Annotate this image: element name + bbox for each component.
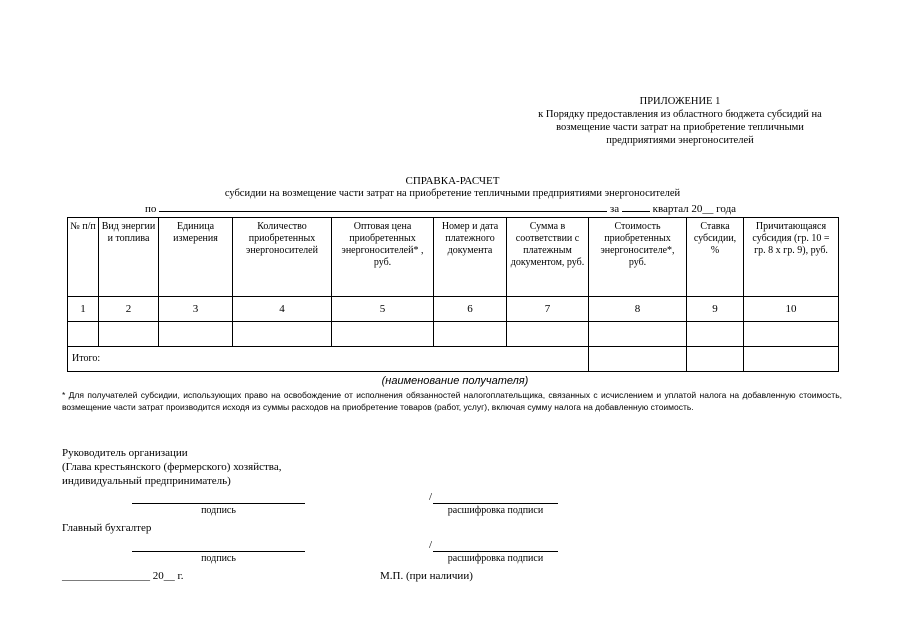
header-cell: Оптовая цена приобретенных энергоносителей* , руб. (332, 218, 434, 297)
header-cell: Стоимость приобретенных энергоносителе*, руб. (589, 218, 687, 297)
appendix-line-3: предприятиями энергоносителей (606, 135, 754, 146)
table-row (68, 322, 839, 347)
accountant-signature-line[interactable] (132, 551, 305, 552)
table-header-row (68, 218, 839, 297)
head-decode-line[interactable] (433, 503, 558, 504)
header-cell: Номер и дата платежного документа (434, 218, 507, 297)
column-number: 5 (332, 297, 434, 322)
header-cell: Вид энергии и топлива (99, 218, 159, 297)
column-number: 8 (589, 297, 687, 322)
head-title-line-1: Руководитель организации (62, 447, 188, 459)
column-number: 7 (507, 297, 589, 322)
head-decode-caption: расшифровка подписи (447, 505, 544, 516)
stamp-label: М.П. (при наличии) (380, 570, 473, 582)
table-cell[interactable] (434, 322, 507, 347)
period-suffix: квартал 20__ года (652, 203, 737, 215)
accountant-signature-caption: подпись (201, 553, 236, 564)
appendix-title: ПРИЛОЖЕНИЕ 1 (639, 96, 721, 107)
total-subsidy-cell[interactable] (744, 347, 839, 372)
table-cell[interactable] (589, 322, 687, 347)
column-number-row (68, 297, 839, 322)
quarter-blank (622, 201, 650, 212)
header-cell: № п/п (68, 218, 99, 297)
column-number: 3 (159, 297, 233, 322)
total-label: Итого: (68, 347, 589, 372)
date-line: ________________ 20__ г. (62, 570, 184, 582)
header-cell: Ставка субсидии, % (687, 218, 744, 297)
document-title: СПРАВКА-РАСЧЕТ (405, 175, 500, 187)
head-signatory-block (62, 446, 281, 488)
column-number: 2 (99, 297, 159, 322)
head-title-line-2: (Глава крестьянского (фермерского) хозяйства, (62, 461, 282, 473)
calculation-table (67, 217, 839, 372)
column-number: 6 (434, 297, 507, 322)
table-cell[interactable] (159, 322, 233, 347)
head-signature-line[interactable] (132, 503, 305, 504)
appendix-line-2: возмещение части затрат на приобретение тепличными (556, 122, 804, 133)
table-cell[interactable] (99, 322, 159, 347)
appendix-line-1: к Порядку предоставления из областного бюджета субсидий на (538, 109, 822, 120)
header-cell: Причитающаяся субсидия (гр. 10 = гр. 8 х гр. 9), руб. (744, 218, 839, 297)
period-prefix: по (145, 203, 157, 215)
table-cell[interactable] (332, 322, 434, 347)
accountant-decode-caption: расшифровка подписи (447, 553, 544, 564)
recipient-blank (159, 201, 607, 212)
column-number: 1 (68, 297, 99, 322)
table-cell[interactable] (233, 322, 332, 347)
column-number: 10 (744, 297, 839, 322)
accountant-title: Главный бухгалтер (62, 522, 152, 534)
document-subtitle: субсидии на возмещение части затрат на приобретение тепличными предприятиями энергоносителей (224, 188, 681, 199)
head-title-line-3: индивидуальный предприниматель) (62, 475, 231, 487)
head-signature-caption: подпись (201, 505, 236, 516)
appendix-block (500, 95, 860, 147)
head-slash: / (429, 491, 433, 503)
column-number: 4 (233, 297, 332, 322)
footnote: * Для получателей субсидии, использующих право на освобождение от исполнения обязанностей налогоплательщика, связанных с исчислением и уплатой налога на добавленную стоимость, возмещение части затрат производится исходя из суммы расходов на приобретение товаров (работ, услуг), включая сумму налога на добавленную стоимость. (62, 390, 842, 412)
period-line (145, 201, 736, 215)
table-cell[interactable] (687, 322, 744, 347)
period-middle: за (609, 203, 620, 215)
table-cell[interactable] (507, 322, 589, 347)
header-cell: Единица измерения (159, 218, 233, 297)
header-cell: Количество приобретенных энергоносителей (233, 218, 332, 297)
total-cost-cell[interactable] (589, 347, 687, 372)
recipient-caption: (наименование получателя) (381, 375, 529, 387)
accountant-slash: / (429, 539, 433, 551)
table-cell[interactable] (744, 322, 839, 347)
table-cell[interactable] (68, 322, 99, 347)
total-row (68, 347, 839, 372)
column-number: 9 (687, 297, 744, 322)
header-cell: Сумма в соответствии с платежным документом, руб. (507, 218, 589, 297)
accountant-decode-line[interactable] (433, 551, 558, 552)
total-rate-cell[interactable] (687, 347, 744, 372)
